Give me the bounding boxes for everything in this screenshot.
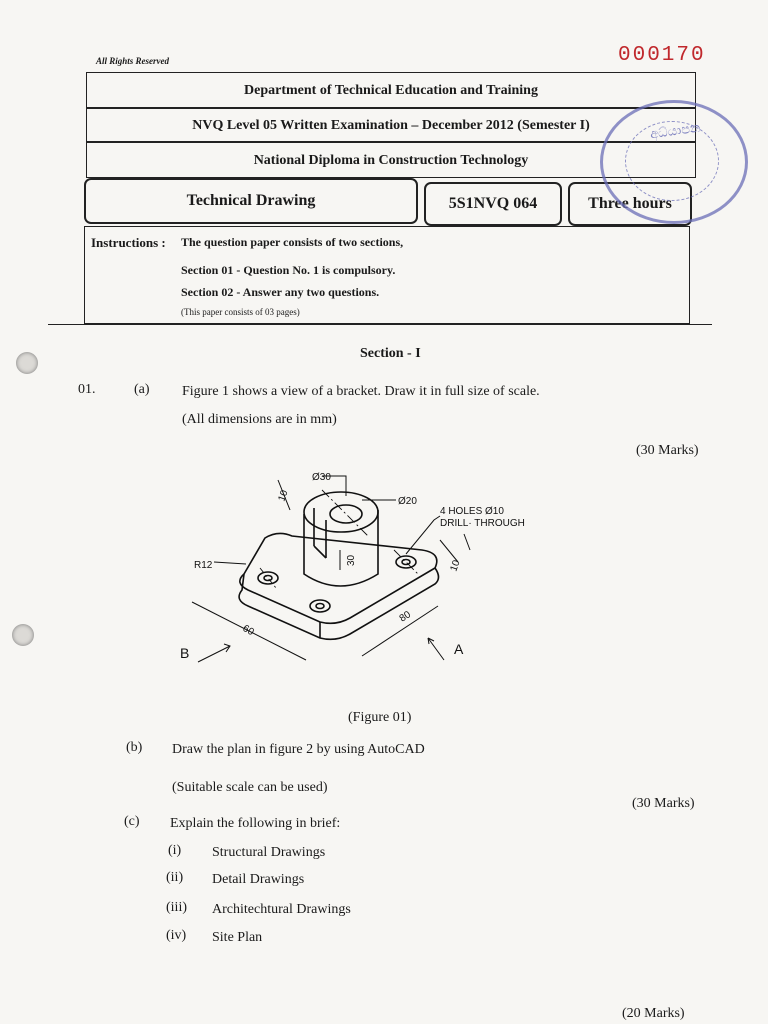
rights-reserved: All Rights Reserved [96,56,170,66]
instructions-note: (This paper consists of 03 pages) [181,307,300,317]
part-c-item-num: (iii) [166,900,187,915]
code-box: 5S1NVQ 064 [424,182,562,226]
part-c-item-num: (ii) [166,870,184,885]
view-label-a: A [454,641,464,657]
dim-30: 30 [346,554,357,566]
part-b-text: Draw the plan in figure 2 by using AutoCAD [172,742,425,757]
dim-diameter-30: Ø30 [312,472,331,483]
exam-title: NVQ Level 05 Written Examination – December 2012 (Semester I) [86,108,696,142]
part-c-item-num: (i) [168,843,182,858]
dim-diameter-20: Ø20 [398,496,417,507]
instructions-intro: The question paper consists of two sections, [181,235,404,249]
part-c-item-num: (iv) [166,928,187,943]
diploma-title: National Diploma in Construction Technology [86,142,696,178]
instructions-box [84,226,690,324]
dim-60: 60 [240,623,256,639]
office-stamp [600,100,748,224]
instructions-line-1: Section 01 - Question No. 1 is compulsory. [181,263,396,277]
instructions-label: Instructions : [91,235,166,250]
part-c-text: Explain the following in brief: [170,816,341,831]
holes-note-line-1: 4 HOLES Ø10 [440,506,504,517]
bracket-figure [150,450,570,700]
dim-80: 80 [397,609,413,625]
header-rule [48,324,712,325]
view-label-b: B [180,645,190,661]
dim-10-top: 10 [276,488,291,504]
part-a-marks: (30 Marks) [636,443,699,458]
part-c-marks: (20 Marks) [622,1006,685,1021]
hole-punch [12,624,34,646]
part-c-item-text: Architechtural Drawings [212,902,351,917]
holes-note-line-2: DRILL· THROUGH [440,518,525,529]
stamp-text: අධ්යාපන [649,120,702,143]
figure-caption: (Figure 01) [348,710,412,725]
part-c-item-text: Structural Drawings [212,845,326,860]
dim-10-plate: 10 [448,558,463,574]
section-title: Section - I [360,346,421,361]
part-b-marks: (30 Marks) [632,796,695,811]
instructions-line-2: Section 02 - Answer any two questions. [181,285,380,299]
department-title: Department of Technical Education and Training [86,72,696,108]
serial-number: 000170 [618,44,706,67]
part-b-subtext: (Suitable scale can be used) [172,780,328,795]
part-b-label: (b) [126,740,143,755]
part-c-item-text: Site Plan [212,930,263,945]
question-number: 01. [78,382,96,397]
part-a-subtext: (All dimensions are in mm) [182,412,337,427]
part-c-label: (c) [124,814,140,829]
part-c-item-text: Detail Drawings [212,872,305,887]
dim-r12: R12 [194,560,213,571]
subject-box: Technical Drawing [84,178,418,224]
part-a-text: Figure 1 shows a view of a bracket. Draw it in full size of scale. [182,384,540,399]
duration-box: Three hours [568,182,692,226]
hole-punch [16,352,38,374]
part-a-label: (a) [134,382,150,397]
